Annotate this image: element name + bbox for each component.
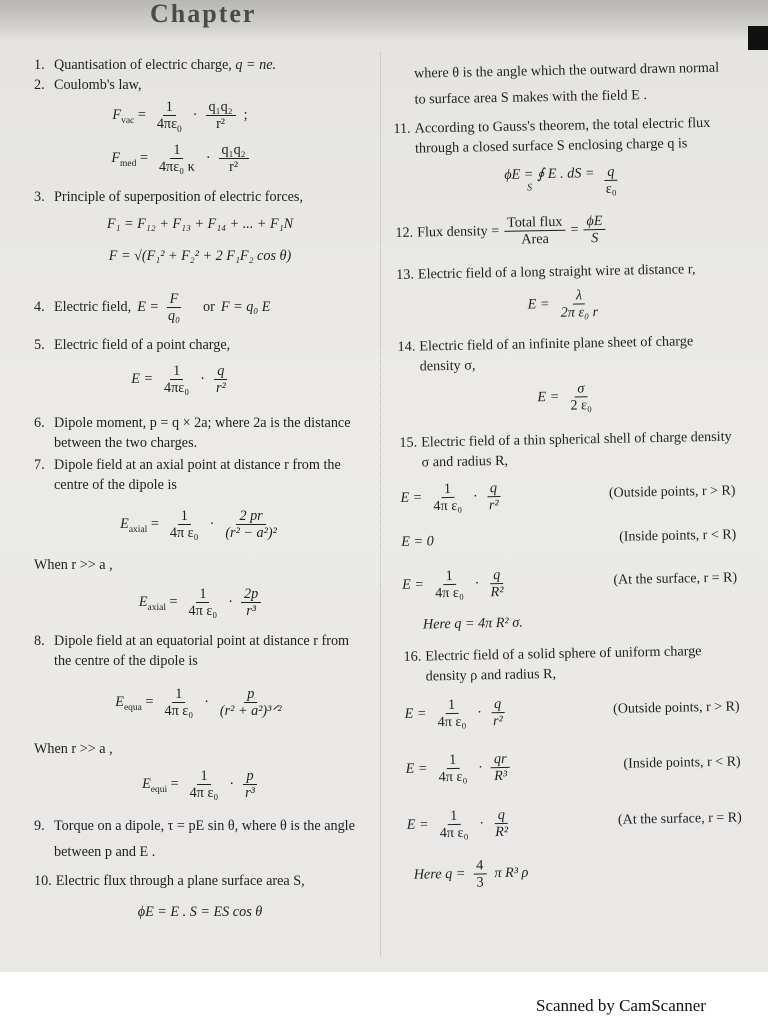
item-text: According to Gauss's theorem, the total electric flux through a closed surface S enclosing charge q is <box>414 114 711 157</box>
equation-coulomb-medium: $F_{med}$ = $\frac{1}{\text{4πε₀ κ}}$ · $\frac{\text{q₁q₂}}{\text{r²}}$ <box>34 135 366 181</box>
numerator: 1 <box>163 99 176 116</box>
numerator: p <box>243 768 256 785</box>
item-11 <box>393 113 729 159</box>
fraction <box>242 768 258 801</box>
denominator: Area <box>521 230 550 248</box>
equation: q = ne. <box>235 57 277 73</box>
numerator: F <box>167 291 182 308</box>
item-text: When r >> a , <box>34 557 113 573</box>
item-number: 14. <box>397 338 416 355</box>
item-number: 8. <box>34 633 45 649</box>
equation-line-charge <box>396 279 732 329</box>
eq-symbol: E = <box>404 705 427 722</box>
fraction <box>165 291 183 324</box>
denominator: 4π ε₀ <box>189 784 219 801</box>
item-number: 2. <box>34 77 45 93</box>
left-column <box>34 55 366 960</box>
item-text: Electric field of an infinite plane sheet of charge density σ, <box>419 333 694 375</box>
eq-symbol: E = <box>537 388 560 406</box>
denominator: 4π ε₀ <box>164 702 194 719</box>
eq-subscript: axial <box>147 602 166 613</box>
numerator: ϕE <box>583 212 605 229</box>
fraction <box>436 807 471 841</box>
denominator: 4π ε₀ <box>433 497 463 514</box>
numerator: 1 <box>196 586 209 603</box>
eq-symbol: F <box>112 107 122 123</box>
numerator: λ <box>573 287 585 304</box>
page-edge-mark <box>748 26 768 50</box>
numerator: 1 <box>172 686 185 703</box>
item-number: 13. <box>396 266 415 283</box>
item-4 <box>34 285 366 329</box>
item-text: Quantisation of electric charge, <box>54 57 232 73</box>
equation-shell-surface: E = $\frac{1}{\text{4π ε₀}}$ · $\frac{q}{\text{R²}}$ (At the surface, r = R) <box>402 566 738 601</box>
item-text: Electric field, <box>54 299 132 315</box>
equation: F = √(F₁² + F₂² + 2 F₁F₂ cos θ) <box>108 248 292 264</box>
equation: F = q₀ E <box>220 299 271 315</box>
equation-axial-field: $E_{axial}$ = $\frac{1}{\text{4π ε₀}}$ · $\frac{2 pr}{\text{(r² − a²)²}}$ <box>34 495 366 553</box>
equation-electric-flux <box>34 897 366 927</box>
fraction <box>567 380 595 414</box>
item-text: where θ is the angle which the outward drawn normal to surface area S makes with the field E . <box>413 59 720 108</box>
equation-equatorial-approx: $E_{equi}$ = $\frac{1}{\text{4π ε₀}}$ · $\frac{p}{\text{r³}}$ <box>34 759 366 809</box>
equation: ϕE = E . S = ES cos θ <box>137 904 263 920</box>
eq-note: (Inside points, r < R) <box>623 754 741 772</box>
item-number: 5. <box>34 337 45 353</box>
eq-note: (At the surface, r = R) <box>613 570 738 588</box>
eq-symbol: E = <box>406 816 429 833</box>
equation-plane-sheet <box>398 371 734 423</box>
denominator: 4π ε₀ <box>438 768 468 785</box>
item-number: 9. <box>34 818 45 834</box>
denominator: 3 <box>476 873 484 891</box>
here-relation <box>403 608 738 634</box>
numerator: q <box>495 806 508 823</box>
fraction <box>602 163 620 196</box>
denominator: r² <box>215 379 226 396</box>
denominator: 4πε₀ <box>164 379 190 396</box>
denominator: 4π ε₀ <box>439 824 469 841</box>
fraction <box>492 806 512 839</box>
equation-equatorial-field: $E_{equa}$ = $\frac{1}{\text{4π ε₀}}$ · $\frac{p}{\text{(r² + a²)³ᐟ²}}$ <box>34 671 366 733</box>
numerator: 1 <box>170 363 183 380</box>
denominator: (r² − a²)² <box>225 524 277 541</box>
item-2 <box>34 75 366 95</box>
denominator: R² <box>495 823 509 840</box>
numerator: 1 <box>441 480 454 497</box>
eq-note: (Outside points, r > R) <box>608 483 736 501</box>
fraction <box>213 363 229 396</box>
item-8 <box>34 631 366 671</box>
denominator: 2 ε₀ <box>570 396 593 414</box>
equation: F₁ = F₁₂ + F₁₃ + F₁₄ + ... + F₁N <box>106 216 294 232</box>
numerator: 1 <box>446 751 459 768</box>
fraction <box>156 142 198 175</box>
eq-symbol: E = <box>400 489 423 506</box>
numerator: σ <box>574 380 587 397</box>
equation-sphere-surface: E = $\frac{1}{\text{4π ε₀}}$ · $\frac{q}{\text{R²}}$ (At the surface, r = R) <box>406 806 742 841</box>
numerator: 1 <box>447 807 460 824</box>
numerator: 4 <box>473 857 486 874</box>
fraction <box>490 695 506 728</box>
item-10 <box>34 871 366 891</box>
equation-superposition <box>34 207 366 241</box>
numerator: 1 <box>178 508 191 525</box>
denominator: r² <box>216 115 226 132</box>
denominator: 4π ε₀ <box>434 584 464 601</box>
fraction <box>161 363 192 396</box>
eq-symbol: E = <box>405 760 428 777</box>
numerator: Total flux <box>504 213 566 231</box>
item-text: Dipole field at an axial point at distance r from the centre of the dipole is <box>54 457 341 493</box>
numerator: p <box>244 686 257 703</box>
item-number: 1. <box>34 57 45 73</box>
eq-symbol: E <box>115 694 124 710</box>
fraction <box>583 212 606 245</box>
item-7 <box>34 455 366 495</box>
numerator: q₁q₂ <box>206 99 236 116</box>
fraction <box>430 480 465 514</box>
eq-or: or <box>203 299 215 315</box>
fraction <box>435 751 470 785</box>
denominator: 4πε <box>156 115 178 132</box>
denominator: ε₀ <box>605 180 617 197</box>
fraction <box>186 586 221 619</box>
item-text: Torque on a dipole, τ = pE sin θ, where θ is the angle between p and E . <box>54 818 355 860</box>
item-text: Flux density = <box>416 222 500 241</box>
fraction <box>485 479 501 512</box>
item-number: 11. <box>393 120 411 137</box>
eq-symbol: E <box>120 516 129 532</box>
equation-gauss <box>394 153 730 209</box>
fraction <box>167 508 202 541</box>
denominator: r³ <box>246 602 256 619</box>
eq-symbol: E <box>138 594 148 610</box>
denominator: 2π ε₀ r <box>560 303 599 321</box>
equation-shell-inside <box>401 516 737 560</box>
item-15 <box>399 426 735 472</box>
fraction: $\frac{1}{4\pi\varepsilon_0}$ <box>156 98 182 135</box>
equation-shell-outside: E = $\frac{1}{\text{4π ε₀}}$ · $\frac{q}{\text{r²}}$ (Outside points, r > R) <box>400 479 736 514</box>
here-sphere-charge <box>407 846 743 896</box>
item-number: 12. <box>395 224 414 241</box>
denominator: 4πε₀ κ <box>158 158 195 175</box>
fraction <box>217 686 285 719</box>
numerator: 2 pr <box>236 508 265 525</box>
equation-sphere-outside: E = $\frac{1}{\text{4π ε₀}}$ · $\frac{q}{\text{r²}}$ (Outside points, r > R) <box>404 695 740 730</box>
eq-note: (Inside points, r < R) <box>618 527 737 545</box>
equation-coulomb-vacuum: $F_{vac}$ = $\frac{1}{4\pi\varepsilon_0}$ · $\frac{\text{q₁q₂}}{\text{r²}}$ ; <box>112 98 248 135</box>
item-number: 10. <box>34 873 52 889</box>
denominator: S <box>591 229 599 246</box>
eq-subscript: med <box>120 158 137 169</box>
fraction <box>241 586 261 619</box>
eq-subscript: equa <box>123 702 142 713</box>
numerator: 1 <box>445 696 458 713</box>
numerator: q₁q₂ <box>219 142 249 159</box>
scanner-watermark: Scanned by CamScanner <box>536 996 706 1015</box>
item-16 <box>403 640 739 686</box>
item-text: Electric field of a solid sphere of uniform charge density ρ and radius R, <box>425 643 702 685</box>
denominator: r³ <box>245 784 255 801</box>
equation-resultant-force <box>34 241 366 271</box>
eq-symbol: E <box>142 776 151 792</box>
numerator: 1 <box>197 768 210 785</box>
column-divider <box>380 52 381 957</box>
eq-symbol: Here q = <box>413 865 466 883</box>
fraction <box>491 750 511 783</box>
eq-symbol: E = <box>137 299 159 315</box>
item-1 <box>34 55 366 75</box>
numerator: q <box>490 566 503 583</box>
equation: Here q = 4π R² σ. <box>422 614 523 633</box>
equation: ϕE = ∮ E . dS = <box>504 165 595 183</box>
equation-axial-approx: $E_{axial}$ = $\frac{1}{\text{4π ε₀}}$ · $\frac{2p}{\text{r³}}$ <box>34 575 366 629</box>
fraction <box>187 768 222 801</box>
equation-sphere-inside: E = $\frac{1}{\text{4π ε₀}}$ · $\frac{qr}{\text{R³}}$ (Inside points, r < R) <box>405 750 741 785</box>
item-number: 7. <box>34 457 45 473</box>
eq-subscript: S <box>527 182 533 194</box>
fraction <box>219 142 249 175</box>
numerator: qr <box>491 750 510 767</box>
item-text: Dipole moment, p = q × 2a; where 2a is the distance between the two charges. <box>54 415 351 451</box>
item-number: 15. <box>399 434 418 451</box>
item-6 <box>34 413 366 453</box>
eq-symbol: F <box>111 150 121 166</box>
item-number: 6. <box>34 415 45 431</box>
fraction <box>434 696 469 730</box>
denominator: r² <box>229 158 239 175</box>
item-text: Electric field of a point charge, <box>54 337 231 353</box>
eq-subscript: vac <box>121 115 135 126</box>
item-10-continued <box>392 55 728 113</box>
denominator: 4π ε₀ <box>437 713 467 730</box>
when-condition <box>34 739 366 759</box>
numerator: 1 <box>170 142 183 159</box>
item-3 <box>34 187 366 207</box>
header-band <box>0 0 768 40</box>
numerator: q <box>214 363 227 380</box>
item-12: 12. Flux density = $\frac{\text{Total flux}}{\text{Area}}$ = $\frac{\phi E}{S}$ <box>395 203 731 257</box>
denominator: (r² + a²)³ᐟ² <box>219 702 282 719</box>
item-text: Electric flux through a plane surface area S, <box>55 873 305 889</box>
item-text: Coulomb's law, <box>54 77 142 93</box>
item-text: When r >> a , <box>34 741 113 757</box>
denominator: r² <box>492 712 503 729</box>
denominator: R³ <box>493 767 508 784</box>
item-text: Principle of superposition of electric forces, <box>54 189 303 205</box>
item-14 <box>397 331 733 377</box>
denominator: 4π ε₀ <box>188 602 218 619</box>
numerator: 1 <box>442 567 455 584</box>
fraction <box>206 99 236 132</box>
eq-note: (Outside points, r > R) <box>612 699 740 717</box>
item-number: 16. <box>403 648 422 665</box>
chapter-heading: Chapter <box>150 4 257 28</box>
item-number: 3. <box>34 189 45 205</box>
fraction <box>557 287 601 321</box>
eq-symbol: E = <box>131 371 154 387</box>
eq-symbol: E = <box>527 296 550 313</box>
when-condition <box>34 555 366 575</box>
numerator: q <box>604 163 617 180</box>
numerator: 2p <box>241 586 261 603</box>
item-5 <box>34 335 366 355</box>
right-column <box>392 49 744 960</box>
fraction <box>473 857 487 890</box>
fraction <box>161 686 196 719</box>
numerator: q <box>487 480 500 497</box>
equation: π R³ ρ <box>494 864 529 882</box>
numerator: q <box>491 695 504 712</box>
fraction <box>504 213 566 247</box>
eq-subscript: equi <box>150 784 168 795</box>
fraction <box>432 567 467 601</box>
item-text: Dipole field at an equatorial point at distance r from the centre of the dipole is <box>54 633 350 669</box>
item-9 <box>34 813 366 865</box>
item-text: Electric field of a long straight wire at distance r, <box>417 261 696 283</box>
denominator: R² <box>490 583 504 600</box>
item-text: Electric field of a thin spherical shell of charge density σ and radius R, <box>421 428 732 471</box>
eq-end: ; <box>243 107 248 123</box>
fraction <box>487 566 507 599</box>
eq-symbol: E = <box>402 576 425 593</box>
fraction <box>222 508 280 541</box>
item-number: 4. <box>34 299 45 315</box>
eq-note: (At the surface, r = R) <box>617 810 742 828</box>
denominator: q₀ <box>168 307 181 324</box>
equation-point-charge: E = $\frac{1}{\text{4πε₀}}$ · $\frac{q}{\text{r²}}$ <box>34 355 366 403</box>
denominator: r² <box>488 496 499 513</box>
denominator: 4π ε₀ <box>169 524 199 541</box>
eq-subscript: axial <box>128 524 148 535</box>
equation: E = 0 <box>401 533 434 550</box>
